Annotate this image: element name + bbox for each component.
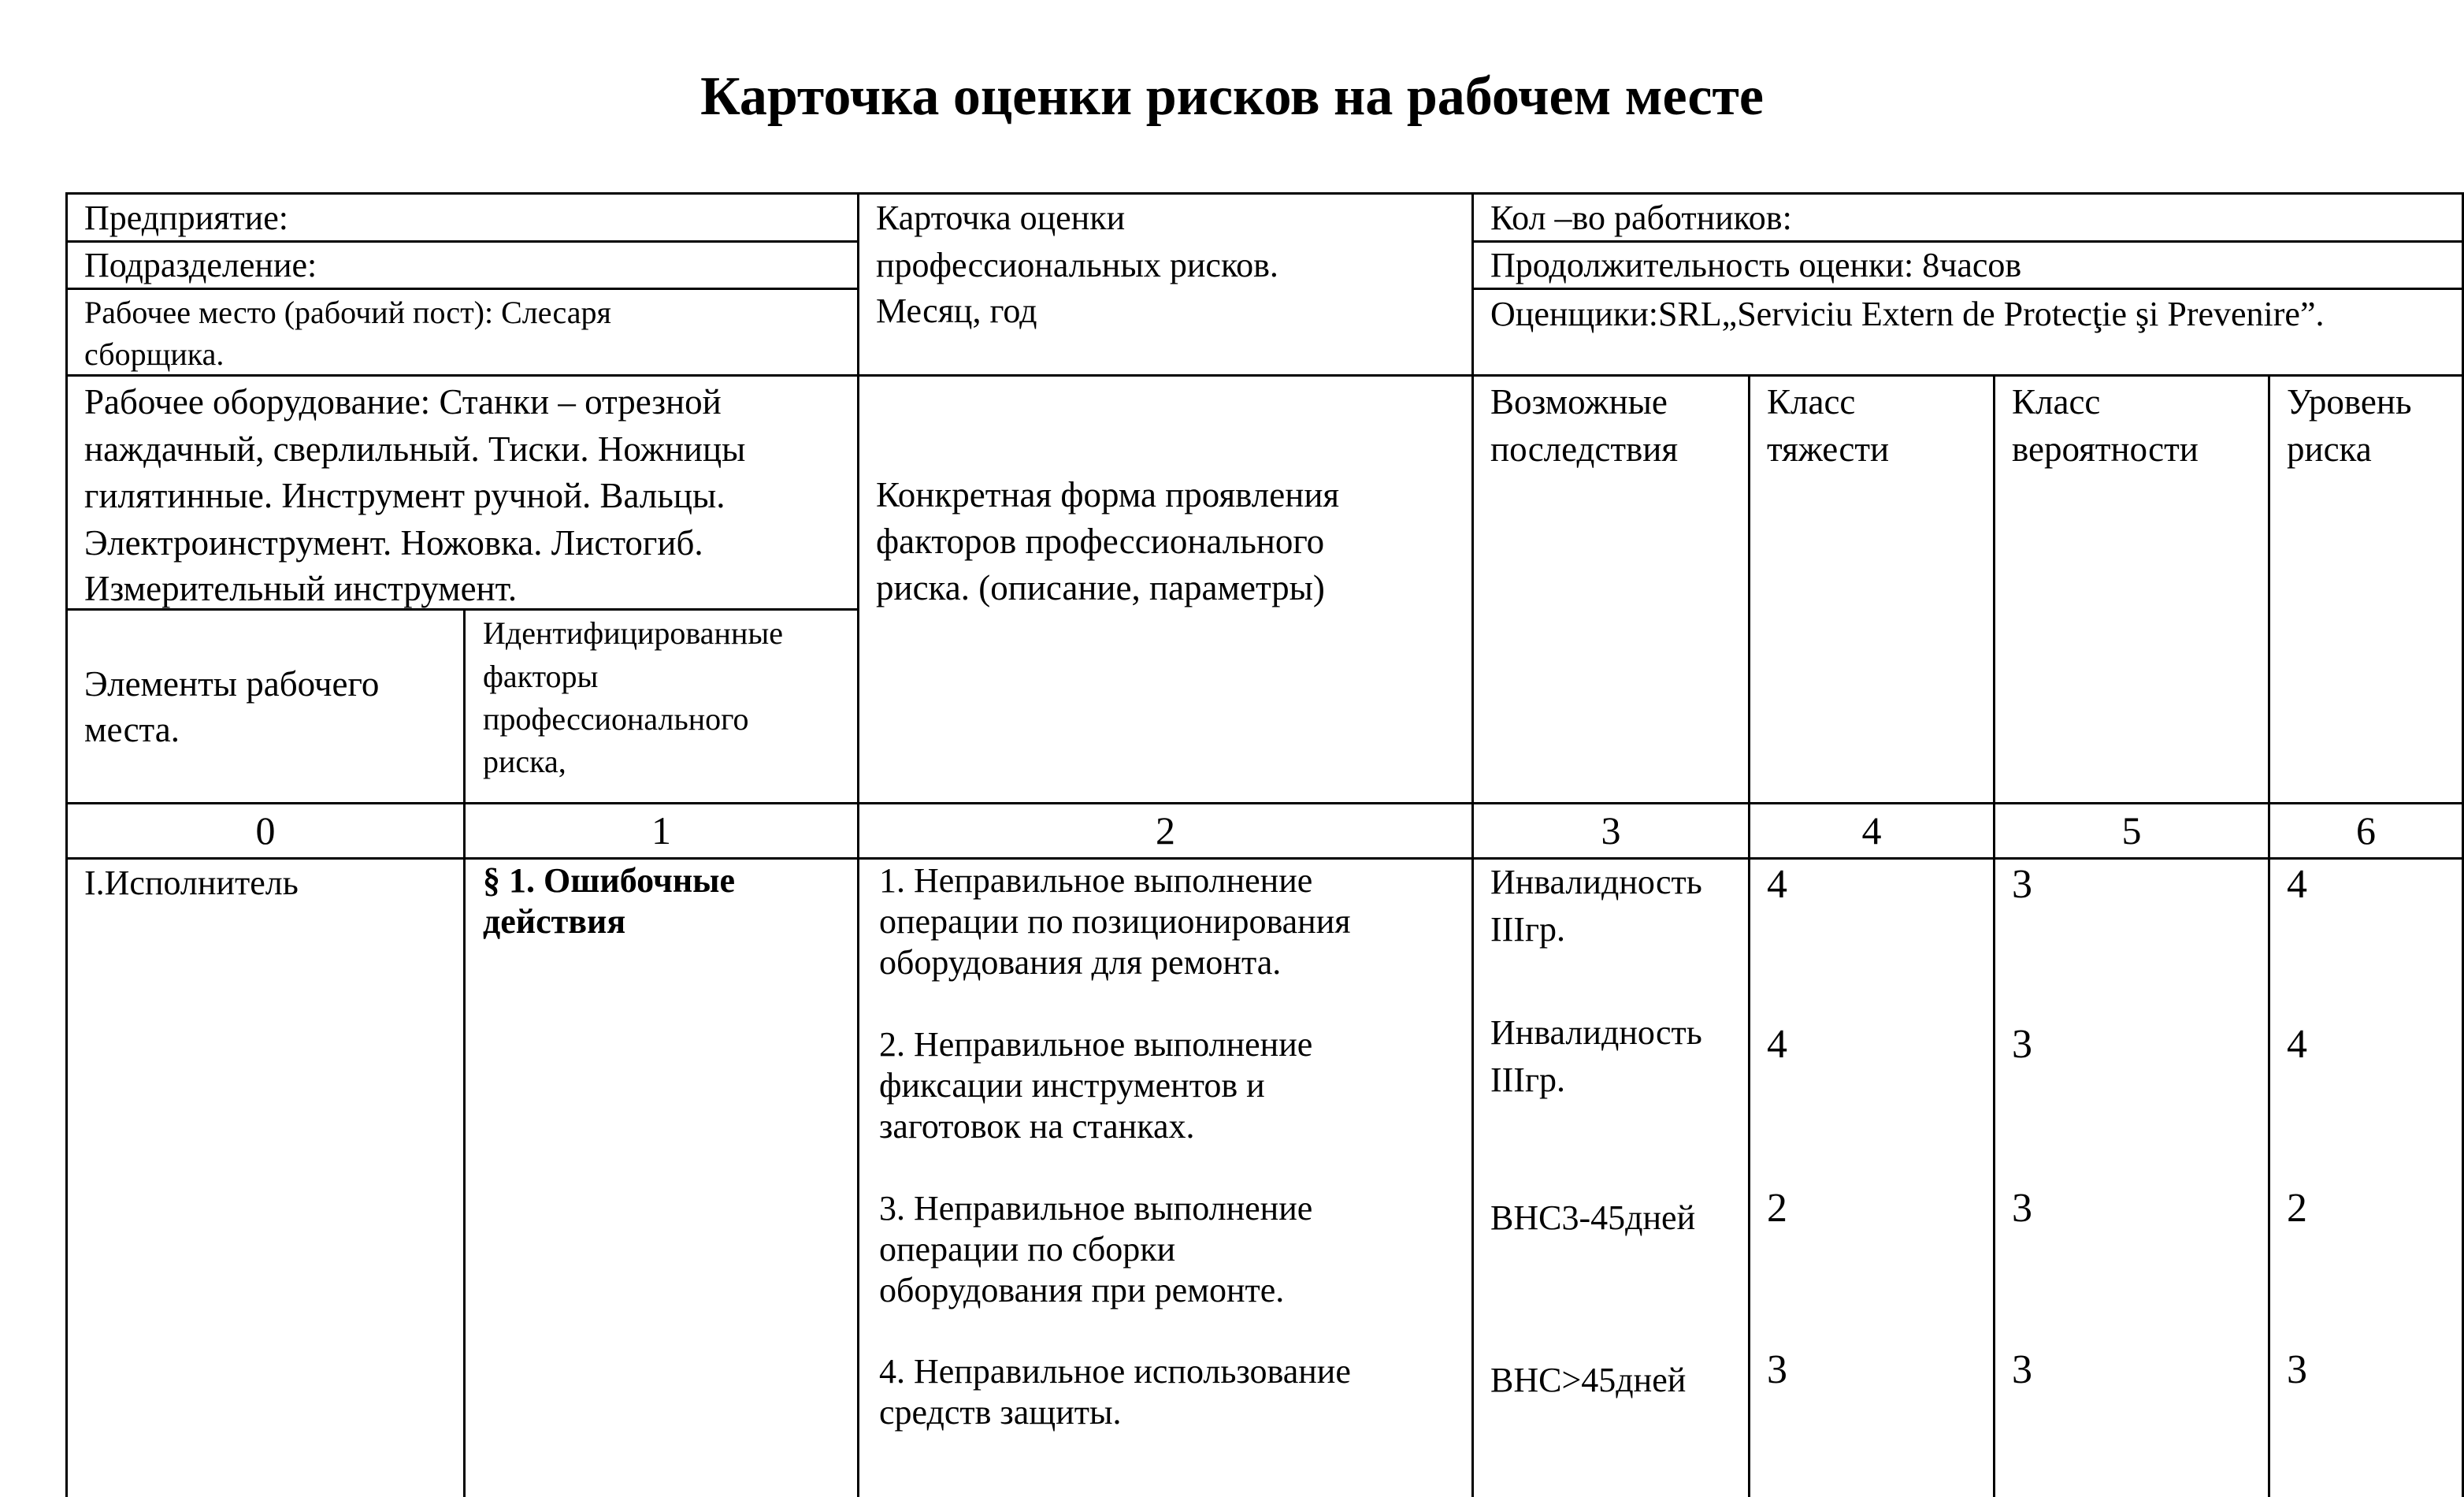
risk-description-line: 1. Неправильное выполнение	[879, 861, 1313, 900]
element-performer: I.Исполнитель	[84, 864, 299, 902]
risk-description-line: 2. Неправильное выполнение	[879, 1025, 1313, 1064]
consequence-line: ВНС3-45дней	[1490, 1198, 1696, 1237]
probability-value: 3	[2012, 1022, 2032, 1067]
workers-count-label: Кол –во работников:	[1490, 199, 1792, 237]
card-label-line-3: Месяц, год	[876, 292, 1037, 330]
equipment-line: Электроинструмент. Ножовка. Листогиб.	[84, 523, 703, 563]
equipment-line: гилятинные. Инструмент ручной. Вальцы.	[84, 476, 725, 515]
table-rule	[1748, 374, 1750, 1497]
table-rule	[2268, 374, 2270, 1497]
consequence-line: ВНС>45дней	[1490, 1361, 1687, 1399]
card-label-line-2: профессиональных рисков.	[876, 246, 1278, 284]
column-number: 3	[1601, 808, 1621, 853]
col-factors-header-line-3: профессионального	[483, 701, 749, 737]
equipment-line: Измерительный инструмент.	[84, 569, 518, 608]
column-number: 2	[1156, 808, 1175, 853]
consequence-line: IIIгр.	[1490, 1061, 1566, 1099]
column-number: 4	[1861, 808, 1882, 853]
col-factors-header-line-4: риска,	[483, 744, 566, 779]
table-rule	[65, 802, 2464, 804]
risk-description-line: средств защиты.	[879, 1393, 1122, 1432]
column-number: 1	[651, 808, 671, 853]
duration-label: Продолжительность оценки: 8часов	[1490, 246, 2022, 284]
equipment-line: Рабочее оборудование: Станки – отрезной	[84, 382, 722, 422]
severity-value: 3	[1767, 1347, 1787, 1392]
column-number: 6	[2356, 808, 2376, 853]
table-rule	[65, 192, 2464, 195]
workplace-label-line-1: Рабочее место (рабочий пост): Слесаря	[84, 295, 611, 330]
risk-description-line: 4. Неправильное использование	[879, 1352, 1351, 1391]
col-elements-header-line-2: места.	[84, 710, 180, 749]
col-risk-header-line-2: риска	[2287, 429, 2372, 469]
risk-level-value: 4	[2287, 1022, 2307, 1067]
col-risk-header-line-1: Уровень	[2287, 382, 2412, 422]
risk-description-line: операции по позиционирования	[879, 902, 1351, 941]
col-severity-header-line-2: тяжести	[1767, 429, 1890, 469]
col-form-header-line-3: риска. (описание, параметры)	[876, 568, 1325, 607]
division-label: Подразделение:	[84, 246, 317, 284]
risk-description-line: фиксации инструментов и	[879, 1066, 1265, 1105]
column-number: 5	[2121, 808, 2142, 853]
consequence-line: Инвалидность	[1490, 1013, 1702, 1052]
severity-value: 4	[1767, 1022, 1787, 1067]
probability-value: 3	[2012, 862, 2032, 907]
enterprise-label: Предприятие:	[84, 199, 288, 237]
card-label-line-1: Карточка оценки	[876, 199, 1126, 237]
col-form-header-line-2: факторов профессионального	[876, 522, 1325, 561]
col-severity-header-line-1: Класс	[1767, 382, 1856, 422]
consequence-line: Инвалидность	[1490, 863, 1702, 901]
factor-erroneous-actions-line-1: § 1. Ошибочные	[483, 861, 736, 900]
risk-description-line: оборудования для ремонта.	[879, 943, 1282, 982]
col-probability-header-line-2: вероятности	[2012, 429, 2199, 469]
workplace-label-line-2: сборщика.	[84, 336, 225, 372]
factor-erroneous-actions-line-2: действия	[483, 902, 626, 941]
risk-description-line: оборудования при ремонте.	[879, 1271, 1285, 1309]
col-elements-header-line-1: Элементы рабочего	[84, 664, 380, 704]
col-factors-header-line-1: Идентифицированные	[483, 615, 783, 651]
col-probability-header-line-1: Класс	[2012, 382, 2101, 422]
risk-description-line: операции по сборки	[879, 1230, 1176, 1269]
table-rule	[65, 374, 2464, 377]
risk-description-line: заготовок на станках.	[879, 1107, 1195, 1146]
column-number: 0	[255, 808, 276, 853]
table-rule	[1993, 374, 1995, 1497]
severity-value: 4	[1767, 862, 1787, 907]
probability-value: 3	[2012, 1186, 2032, 1231]
risk-description-line: 3. Неправильное выполнение	[879, 1189, 1313, 1228]
col-factors-header-line-2: факторы	[483, 659, 599, 694]
document-title: Карточка оценки рисков на рабочем месте	[700, 66, 1764, 127]
risk-level-value: 4	[2287, 862, 2307, 907]
col-consequences-header-line-2: последствия	[1490, 429, 1679, 469]
col-form-header-line-1: Конкретная форма проявления	[876, 475, 1340, 514]
equipment-line: наждачный, сверлильный. Тиски. Ножницы	[84, 429, 746, 469]
assessors-label: Оценщики:SRL„Serviciu Extern de Protecţie şi Prevenire”.	[1490, 295, 2325, 333]
risk-level-value: 2	[2287, 1186, 2307, 1231]
col-consequences-header-line-1: Возможные	[1490, 382, 1668, 422]
risk-level-value: 3	[2287, 1347, 2307, 1392]
severity-value: 2	[1767, 1186, 1787, 1231]
probability-value: 3	[2012, 1347, 2032, 1392]
table-rule	[463, 608, 466, 1497]
consequence-line: IIIгр.	[1490, 910, 1566, 949]
